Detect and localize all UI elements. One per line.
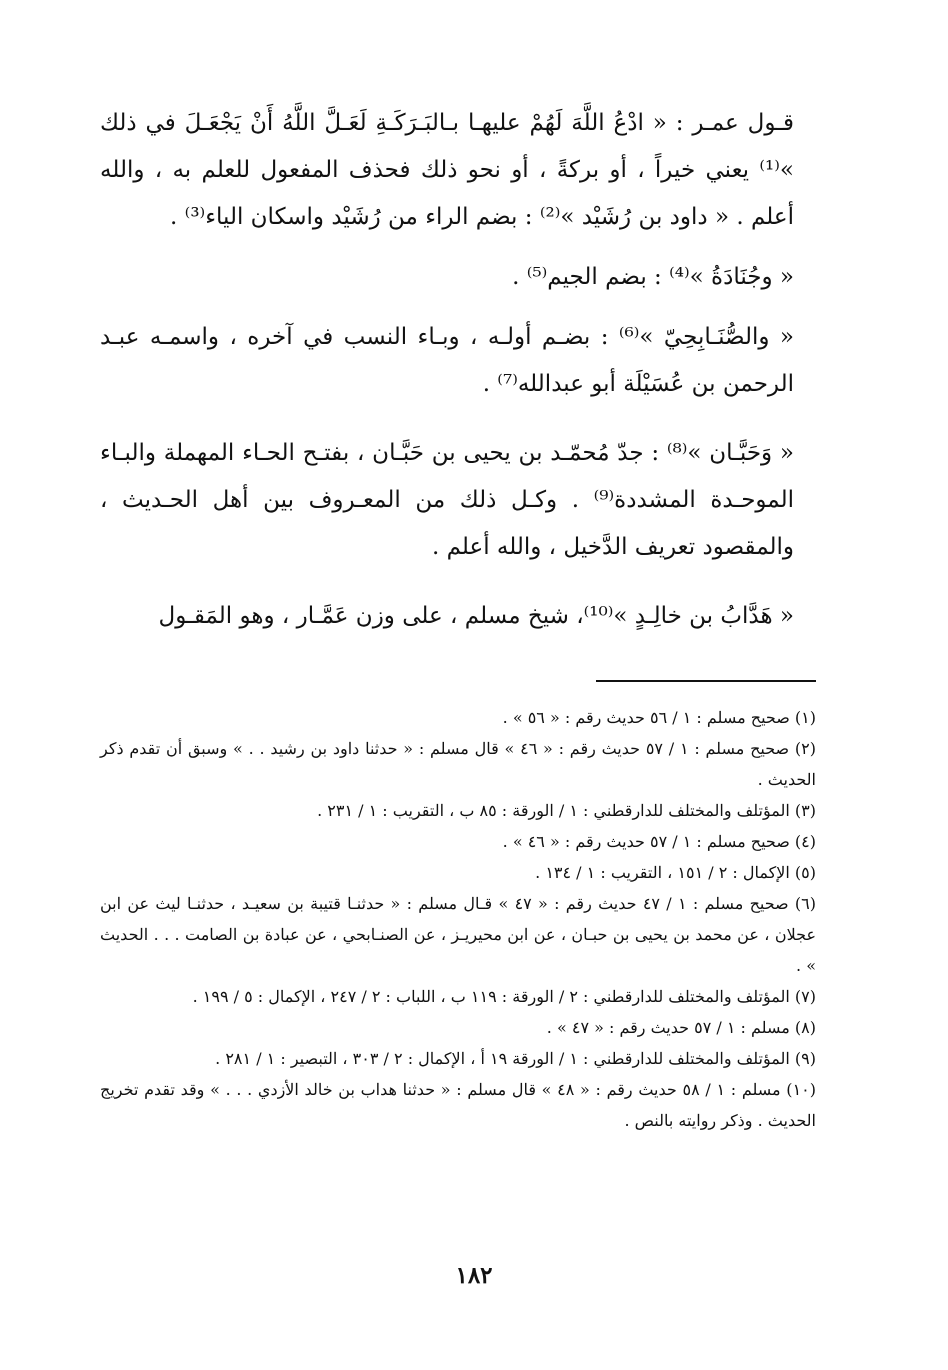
- footnote-10: (١٠) مسلم : ١ / ٥٨ حديث رقم : « ٤٨ » قال مسلم : « حدثنا هداب بن خالد الأزدي . . . » وقد تقدم تخريج الحديث . وذكر روايته بالنص .: [100, 1080, 816, 1130]
- footnote-9: (٩) المؤتلف والمختلف للدارقطني : ١ / الورقة ١٩ أ ، الإكمال : ٢ / ٣٠٣ ، التبصير : ١ / ٢٨١ .: [215, 1049, 816, 1068]
- footnote-3: (٣) المؤتلف والمختلف للدارقطني : ١ / الورقة : ٨٥ ب ، التقريب : ١ / ٢٣١ .: [317, 801, 816, 820]
- main-text-body: [100, 100, 816, 653]
- footnote-separator-rule: [596, 680, 816, 682]
- page-number: ١٨٢: [455, 1262, 493, 1289]
- footnote-4: (٤) صحيح مسلم : ١ / ٥٧ حديث رقم : « ٤٦ » .: [502, 832, 816, 851]
- paragraph-umar-quote: قـول عمـر : « ادْعُ اللَّهَ لَهُمْ عليهـا بـالبَـرَكَـةِ لَعَـلَّ اللَّهُ أَنْ يَجْعَـلَ في ذلك »⁽¹⁾ يعني خيراً ، أو بركةً ، أو نحو ذلك فحذف المفعول للعلم به ، والله أعلم . « داود بن رُشَيْد »⁽²⁾ : بضم الراء من رُشَيْد واسكان الياء⁽³⁾ .: [100, 110, 794, 230]
- footnote-5: (٥) الإكمال : ٢ / ١٥١ ، التقريب : ١ / ١٣٤ .: [535, 863, 816, 882]
- paragraph-junadah: « وجُنَادَةُ »⁽⁴⁾ : بضم الجيم⁽⁵⁾ .: [512, 264, 794, 290]
- footnotes-section: [100, 702, 816, 1136]
- footnote-8: (٨) مسلم : ١ / ٥٧ حديث رقم : « ٤٧ » .: [546, 1018, 816, 1037]
- footnote-2: (٢) صحيح مسلم : ١ / ٥٧ حديث رقم : « ٤٦ » قال مسلم : « حدثنا داود بن رشيد . . » وسبق أن تقدم ذكر الحديث .: [100, 739, 817, 789]
- footnote-7: (٧) المؤتلف والمختلف للدارقطني : ٢ / الورقة : ١١٩ ب ، اللباب : ٢ / ٢٤٧ ، الإكمال : ٥ / ١٩٩ .: [192, 987, 816, 1006]
- paragraph-habban: « وَحَبَّـان »⁽⁸⁾ : جدّ مُحمّـد بن يحيى بن حَبَّـان ، بفتـح الحـاء المهملة والبـاء الموحـدة المشددة⁽⁹⁾ . وكـل ذلك من المعـروف بين أهل الحـديث ، والمقصود تعريف الدَّخيل ، والله أعلم .: [100, 440, 794, 560]
- footnote-6: (٦) صحيح مسلم : ١ / ٤٧ حديث رقم : « ٤٧ » قـال مسلم : « حدثنـا قتيبة بن سعيـد ، حدثنـا ليث عن ابن عجلان ، عن محمد بن يحيى بن حبـان ، عن ابن محيريـز ، عن الصنـابحي ، عن عبادة بن الصامت . . . الحديث » .: [100, 894, 817, 975]
- paragraph-sunabihi: « والصُّنَـابِحِيّ »⁽⁶⁾ : بضـم أولـه ، وبـاء النسب في آخره ، واسمـه عبـد الرحمن بن عُسَيْلَة أبو عبدالله⁽⁷⁾ .: [100, 324, 794, 397]
- footnote-1: (١) صحيح مسلم : ١ / ٥٦ حديث رقم : « ٥٦ » .: [502, 708, 816, 727]
- paragraph-haddab: « هَدَّابُ بن خالِـدٍ »⁽¹⁰⁾، شيخ مسلم ، على وزن عَمَّـار ، وهو المَقـول: [158, 603, 794, 629]
